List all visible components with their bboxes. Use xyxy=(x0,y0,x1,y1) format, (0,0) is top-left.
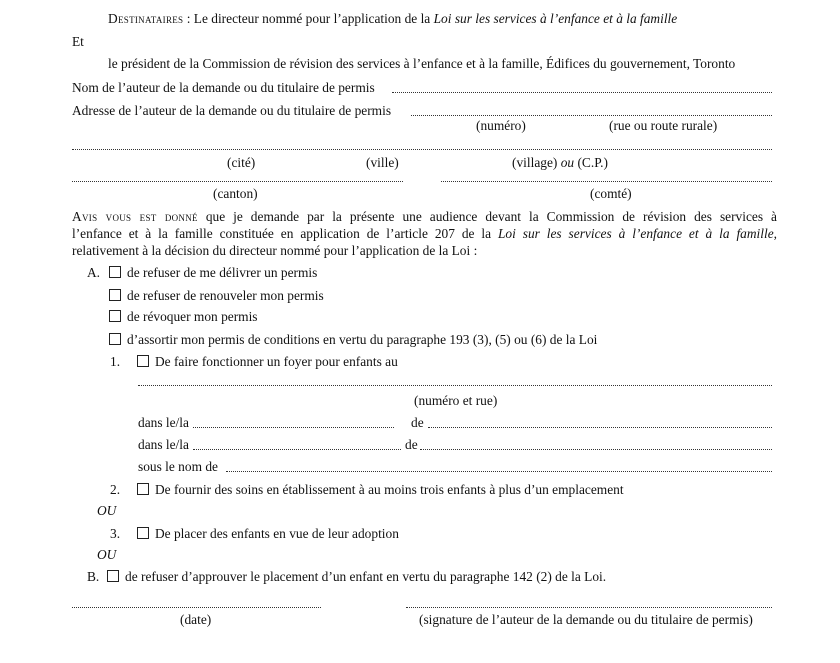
de-label-2: de xyxy=(405,437,418,452)
sous-le-nom-field[interactable] xyxy=(226,471,772,472)
ou-separator-1: OU xyxy=(97,503,117,518)
recipients-line-2: le président de la Commission de révision des services à l’enfance et à la famille, Édifices du gouvernement, Toronto xyxy=(108,56,736,71)
section-b-marker: B. xyxy=(87,569,100,584)
option-refuse-renew: de refuser de renouveler mon permis xyxy=(109,288,324,304)
numero-rue-caption: (numéro et rue) xyxy=(414,393,498,408)
recipients-label: Destinataires xyxy=(108,11,184,26)
canton-field[interactable] xyxy=(72,181,403,182)
dans-le-la-field-2[interactable] xyxy=(193,449,401,450)
cite-caption: (cité) xyxy=(227,155,256,170)
item-3-option: De placer des enfants en vue de leur adoption xyxy=(137,526,399,542)
checkbox-refuse-placement[interactable] xyxy=(107,570,119,582)
dans-le-la-label-2: dans le/la xyxy=(138,437,189,452)
ou-separator-2: OU xyxy=(97,547,117,562)
checkbox-residential-care[interactable] xyxy=(137,483,149,495)
section-b-option: de refuser d’approuver le placement d’un enfant en vertu du paragraphe 142 (2) de la Loi. xyxy=(107,569,606,585)
act-title: Loi sur les services à l’enfance et à la famille xyxy=(433,11,678,26)
village-caption: (village) ou (C.P.) xyxy=(512,155,608,170)
checkbox-operate-home[interactable] xyxy=(137,355,149,367)
item-2-marker: 2. xyxy=(110,482,121,497)
de-label-1: de xyxy=(411,415,424,430)
notice-label: Avis vous est donné xyxy=(72,209,198,224)
signature-caption: (signature de l’auteur de la demande ou du titulaire de permis) xyxy=(419,612,753,627)
de-field-1[interactable] xyxy=(428,427,772,428)
rue-caption: (rue ou route rurale) xyxy=(609,118,718,133)
option-revoke: de révoquer mon permis xyxy=(109,309,258,325)
applicant-name-field[interactable] xyxy=(392,92,772,93)
comte-caption: (comté) xyxy=(590,186,632,201)
section-a-marker: A. xyxy=(87,265,101,280)
sous-le-nom-label: sous le nom de xyxy=(138,459,218,474)
dans-le-la-field-1[interactable] xyxy=(193,427,394,428)
recipients-text: : Le directeur nommé pour l’application de la xyxy=(183,11,434,26)
checkbox-adoption[interactable] xyxy=(137,527,149,539)
recipients-line-1 xyxy=(108,11,677,27)
item-1-marker: 1. xyxy=(110,354,121,369)
checkbox-conditions[interactable] xyxy=(109,333,121,345)
de-field-2[interactable] xyxy=(420,449,772,450)
checkbox-refuse-renew[interactable] xyxy=(109,289,121,301)
applicant-address-label: Adresse de l’auteur de la demande ou du titulaire de permis xyxy=(72,103,392,118)
applicant-name-label: Nom de l’auteur de la demande ou du titulaire de permis xyxy=(72,80,375,95)
notice-line-2: l’enfance et à la famille constituée en application de l’article 207 de la Loi sur les services à l’enfance et à la famille, xyxy=(72,226,777,241)
checkbox-revoke[interactable] xyxy=(109,310,121,322)
dans-le-la-label-1: dans le/la xyxy=(138,415,189,430)
notice-line-1: Avis vous est donné que je demande par la présente une audience devant la Commission de révision des services à xyxy=(72,209,778,224)
comte-field[interactable] xyxy=(441,181,772,182)
date-caption: (date) xyxy=(180,612,212,627)
item-3-marker: 3. xyxy=(110,526,121,541)
home-address-field[interactable] xyxy=(138,385,772,386)
address-line-2-field[interactable] xyxy=(72,149,772,150)
item-2-option: De fournir des soins en établissement à au moins trois enfants à plus d’un emplacement xyxy=(137,482,624,498)
option-refuse-issue: de refuser de me délivrer un permis xyxy=(109,265,317,281)
date-field[interactable] xyxy=(72,607,321,608)
option-conditions: d’assortir mon permis de conditions en vertu du paragraphe 193 (3), (5) ou (6) de la Loi xyxy=(109,332,597,348)
checkbox-refuse-issue[interactable] xyxy=(109,266,121,278)
canton-caption: (canton) xyxy=(213,186,258,201)
signature-field[interactable] xyxy=(406,607,772,608)
numero-caption: (numéro) xyxy=(476,118,526,133)
notice-line-3: relativement à la décision du directeur nommé pour l’application de la Loi : xyxy=(72,243,478,258)
ville-caption: (ville) xyxy=(366,155,399,170)
address-line-1-field[interactable] xyxy=(411,115,772,116)
et-label: Et xyxy=(72,34,84,49)
item-1-option: De faire fonctionner un foyer pour enfants au xyxy=(137,354,398,370)
